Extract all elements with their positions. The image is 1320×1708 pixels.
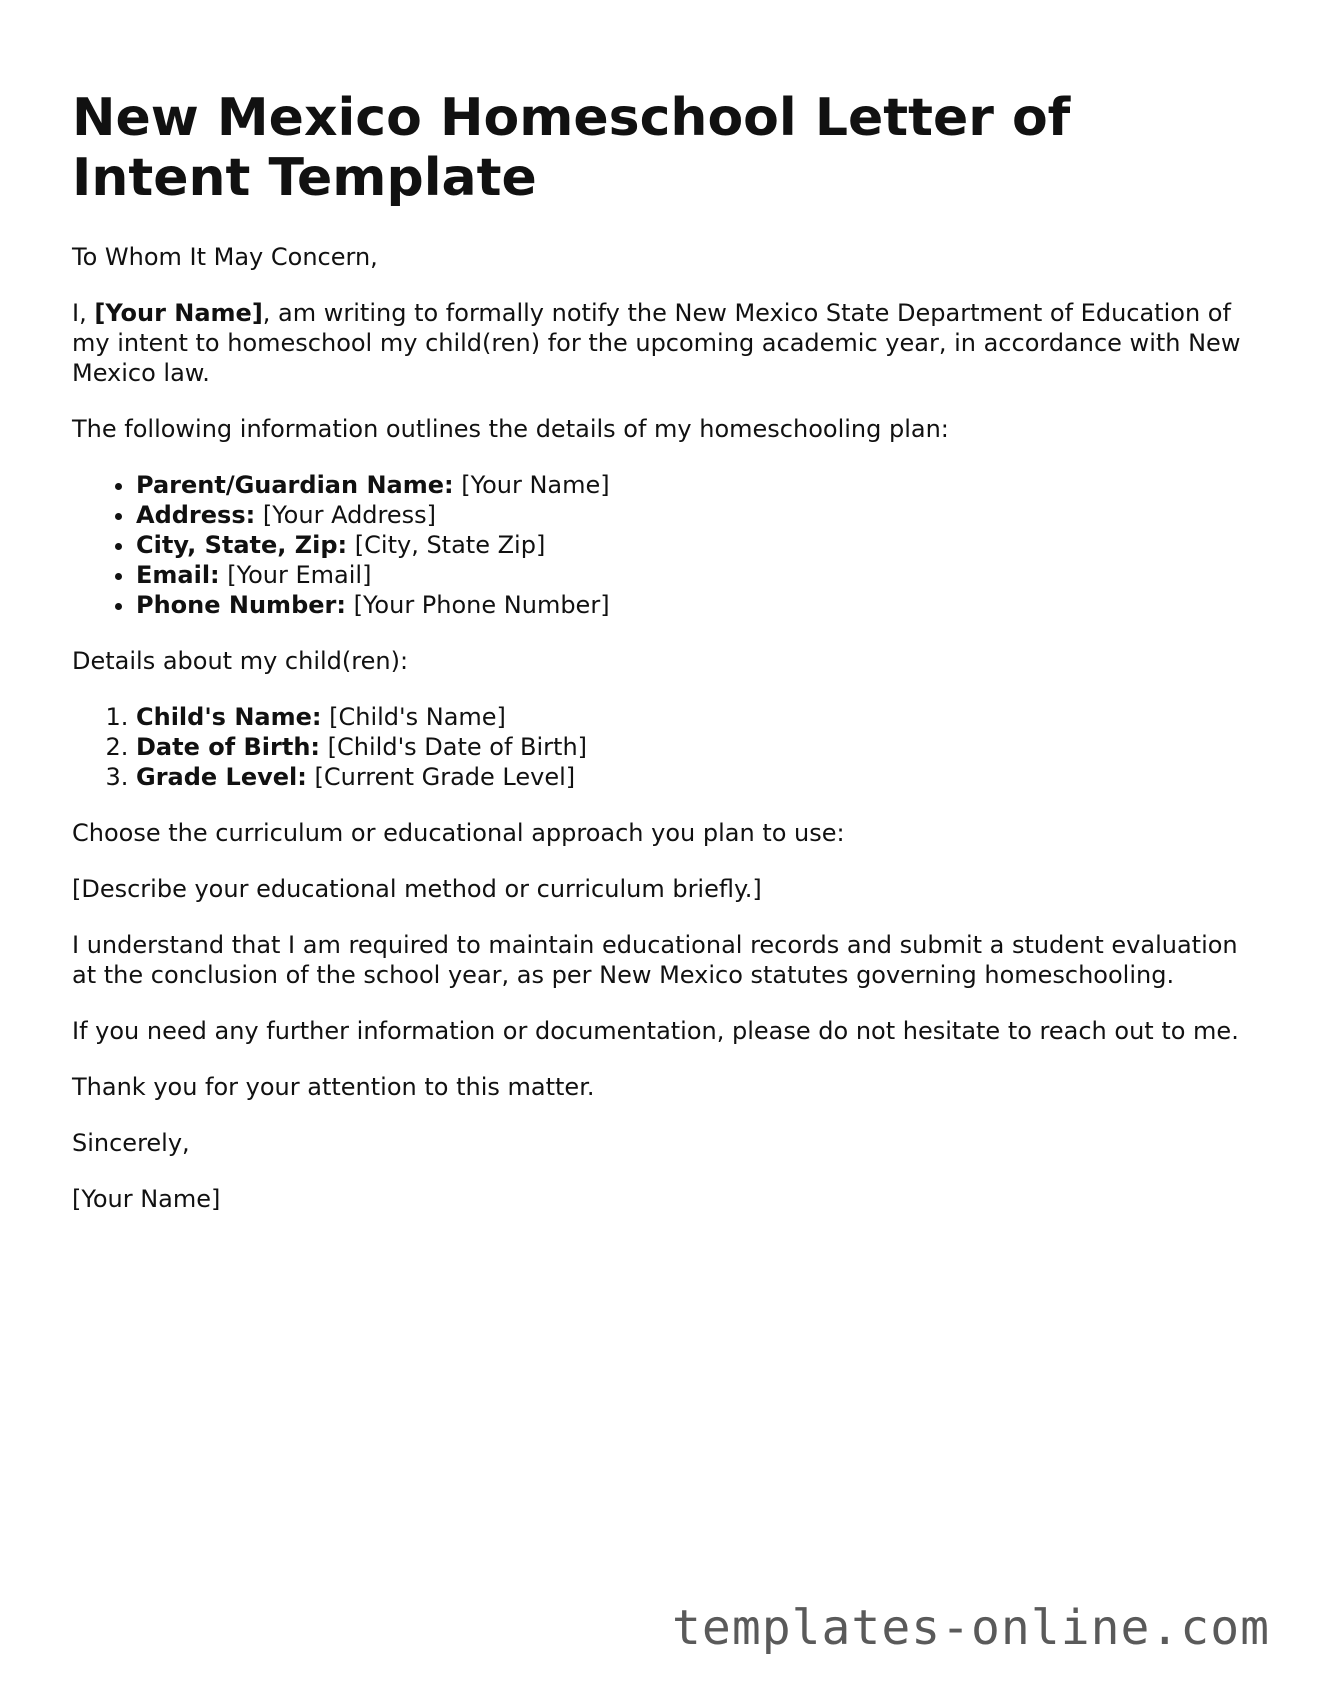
intro-name: [Your Name] [94,299,263,327]
list-item [136,762,1252,792]
item-label: Parent/Guardian Name: [136,471,454,499]
list-item [136,530,1252,560]
contact-statement: If you need any further information or documentation, please do not hesitate to reach out to me. [72,1017,1239,1045]
list-item [136,500,1252,530]
curriculum-prompt: Choose the curriculum or educational approach you plan to use: [72,819,845,847]
item-value: [Your Address] [255,501,437,529]
list-item [136,732,1252,762]
plan-intro: The following information outlines the details of my homeschooling plan: [72,415,949,443]
thanks-line: Thank you for your attention to this matter. [72,1073,595,1101]
item-label: Email: [136,561,220,589]
item-value: [Child's Date of Birth] [320,733,588,761]
list-item [136,590,1252,620]
item-value: [Child's Name] [321,703,506,731]
curriculum-placeholder: [Describe your educational method or curriculum briefly.] [72,875,762,903]
item-value: [Your Email] [219,561,372,589]
list-item [136,702,1252,732]
item-value: [Your Phone Number] [345,591,610,619]
watermark: templates-online.com [672,1600,1270,1656]
parent-info-list [72,470,1252,620]
signature: [Your Name] [72,1185,221,1213]
letter-document [72,88,1252,1240]
intro-paragraph [72,298,1252,388]
records-statement: I understand that I am required to maintain educational records and submit a student evaluation at the conclusion of the school year, as per New Mexico statutes governing homeschooling. [72,931,1238,989]
item-label: Phone Number: [136,591,346,619]
intro-prefix: I, [72,299,95,327]
item-label: Grade Level: [136,763,307,791]
item-label: Address: [136,501,256,529]
salutation: To Whom It May Concern, [72,243,378,271]
item-label: City, State, Zip: [136,531,348,559]
item-value: [Current Grade Level] [306,763,576,791]
closing: Sincerely, [72,1129,190,1157]
item-value: [City, State Zip] [347,531,546,559]
child-info-list [72,702,1252,792]
item-value: [Your Name] [453,471,610,499]
intro-suffix: , am writing to formally notify the New Mexico State Department of Education of my intent to homeschool my child(ren) for the upcoming academic year, in accordance with New Mexico law. [72,299,1241,387]
page-title: New Mexico Homeschool Letter of Intent Template [72,88,1071,208]
item-label: Date of Birth: [136,733,321,761]
list-item [136,470,1252,500]
list-item [136,560,1252,590]
child-intro: Details about my child(ren): [72,647,409,675]
item-label: Child's Name: [136,703,322,731]
